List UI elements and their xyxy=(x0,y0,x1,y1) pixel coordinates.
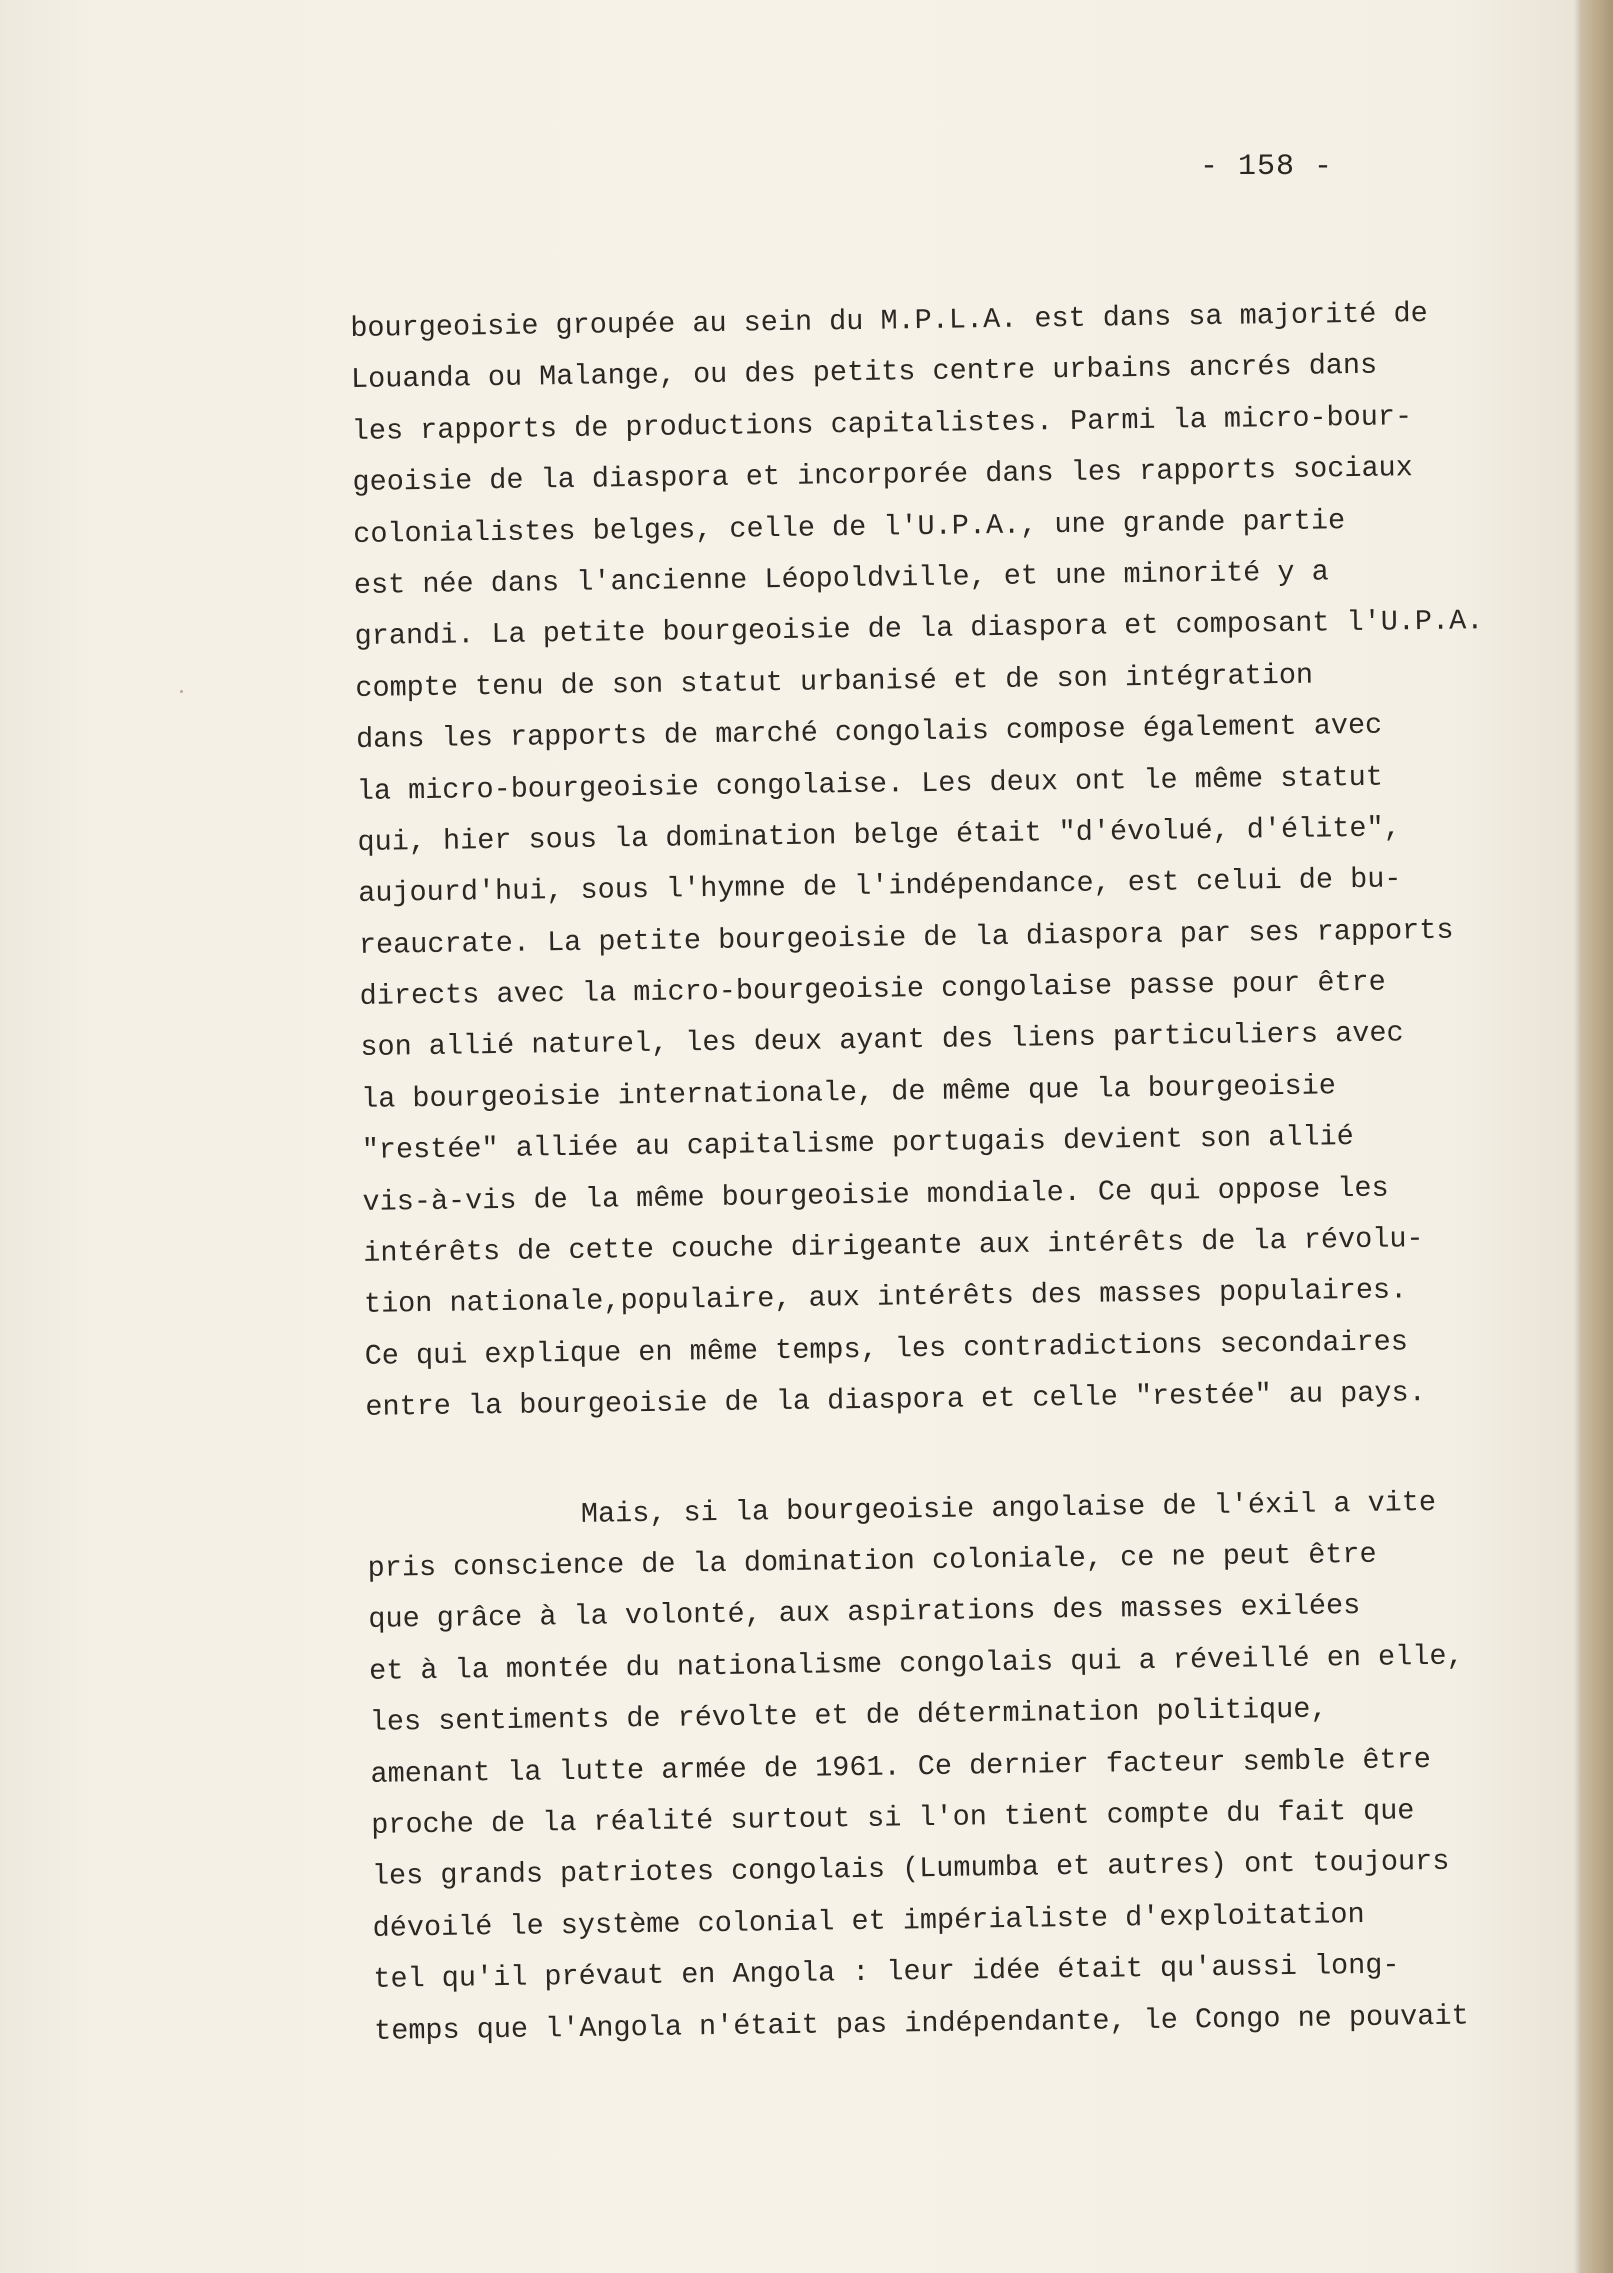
text-line-indented: Mais, si la bourgeoisie angolaise de l'éxil a vite xyxy=(580,1485,1437,1531)
text-line: Ce qui explique en même temps, les contradictions secondaires xyxy=(364,1325,1409,1373)
text-line: la micro-bourgeoisie congolaise. Les deux ont le même statut xyxy=(356,760,1384,808)
text-line: tion nationale,populaire, aux intérêts des masses populaires. xyxy=(363,1273,1408,1322)
text-line: aujourd'hui, sous l'hymne de l'indépendance, est celui de bu- xyxy=(358,862,1402,911)
text-line: intérêts de cette couche dirigeante aux intérêts de la révolu- xyxy=(363,1222,1424,1270)
text-line: "restée" alliée au capitalisme portugais devient son allié xyxy=(361,1120,1354,1168)
text-line: proche de la réalité surtout si l'on tient compte du fait que xyxy=(371,1794,1415,1842)
text-line: dévoilé le système colonial et impérialiste d'exploitation xyxy=(372,1897,1365,1945)
text-line: vis-à-vis de la même bourgeoisie mondiale. Ce qui oppose les xyxy=(362,1171,1389,1219)
text-line: Louanda ou Malange, ou des petits centre urbains ancrés dans xyxy=(350,349,1378,397)
page-edge xyxy=(1580,0,1613,2273)
text-line: est née dans l'ancienne Léopoldville, et une minorité y a xyxy=(353,555,1329,602)
text-line: la bourgeoisie internationale, de même que la bourgeoisie xyxy=(360,1069,1337,1116)
text-line: les grands patriotes congolais (Lumumba et autres) ont toujours xyxy=(371,1845,1450,1894)
paper-speck xyxy=(180,690,183,693)
paragraph-1 xyxy=(350,287,1526,1434)
text-line: colonialistes belges, celle de l'U.P.A., une grande partie xyxy=(352,503,1346,551)
text-line: grandi. La petite bourgeoisie de la diaspora et composant l'U.P.A. xyxy=(354,604,1484,654)
text-line: et à la montée du nationalisme congolais qui a réveillé en elle, xyxy=(368,1639,1464,1688)
text-line: qui, hier sous la domination belge était "d'évolué, d'élite", xyxy=(357,811,1401,859)
text-line: les sentiments de révolte et de détermination politique, xyxy=(369,1692,1328,1740)
text-line: dans les rapports de marché congolais compose également avec xyxy=(355,708,1383,757)
text-line: bourgeoisie groupée au sein du M.P.L.A. est dans sa majorité de xyxy=(350,296,1428,345)
text-line: les rapports de productions capitalistes. Parmi la micro-bour- xyxy=(351,399,1413,448)
text-line: amenant la lutte armée de 1961. Ce dernier facteur semble être xyxy=(370,1742,1432,1791)
page-number: - 158 - xyxy=(1200,150,1334,184)
text-line: que grâce à la volonté, aux aspirations des masses exilées xyxy=(368,1589,1361,1637)
text-line: tel qu'il prévaut en Angola : leur idée était qu'aussi long- xyxy=(373,1948,1400,1996)
text-line: compte tenu de son statut urbanisé et de son intégration xyxy=(355,658,1314,705)
text-line: entre la bourgeoisie de la diaspora et celle "restée" au pays. xyxy=(365,1376,1426,1425)
text-line: temps que l'Angola n'était pas indépendante, le Congo ne pouvait xyxy=(373,1999,1469,2048)
typed-text-body xyxy=(350,287,1534,2057)
text-line: directs avec la micro-bourgeoisie congolaise passe pour être xyxy=(359,965,1386,1014)
text-line: pris conscience de la domination coloniale, ce ne peut être xyxy=(367,1537,1377,1585)
text-line: geoisie de la diaspora et incorporée dans les rapports sociaux xyxy=(352,451,1414,500)
text-line: reaucrate. La petite bourgeoisie de la diaspora par ses rapports xyxy=(358,913,1454,962)
paragraph-2 xyxy=(367,1475,1535,2056)
text-line: son allié naturel, les deux ayant des liens particuliers avec xyxy=(360,1016,1404,1065)
